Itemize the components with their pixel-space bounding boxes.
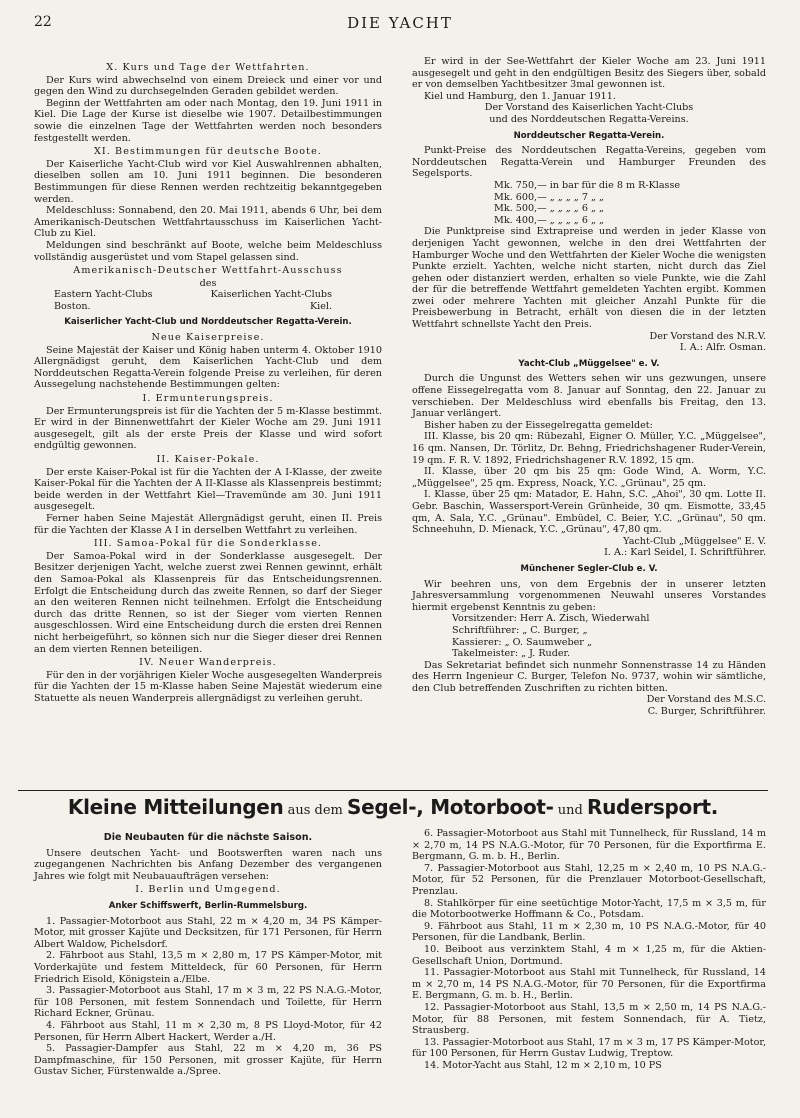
paragraph: 8. Stahlkörper für eine seetüchtige Motor-Yacht, 17,5 m × 3,5 m, für die Motorbootwerke Hoffmann & Co., Potsdam. <box>412 897 766 921</box>
section-subheading: X. Kurs und Tage der Wettfahrten. <box>106 62 310 73</box>
section-subheading: XI. Bestimmungen für deutsche Boote. <box>93 146 323 158</box>
paragraph: 6. Passagier-Motorboot aus Stahl mit Tunnelheck, für Russland, 14 m × 2,70 m, 14 PS N.A.G.-Motor, für 70 Personen, für die Exportfirma E. Bergmann, G. m. b. H., Berlin. <box>412 828 766 863</box>
paragraph: 10. Beiboot aus verzinktem Stahl, 4 m × 1,25 m, für die Aktien-Gesellschaft Union, Dortmund. <box>412 943 766 967</box>
centered-line: Der Vorstand des Kaiserlichen Yacht-Clubs <box>484 102 694 114</box>
paragraph: Die Punktpreise sind Extrapreise und werden in jeder Klasse von derjenigen Yacht gewonnen, welche in den drei Wettfahrten der Hamburger Woche und den Wettfahrten der Kieler Woche die wenigsten Punkte erzielt. Yachten, welche nicht starten, nicht durch das Ziel gehen oder distanziert werden, erhalten so viele Punkte, wie die Zahl der für die betreffende Wettfahrt gemeldeten Yachten ergibt. Kommen zwei oder mehrere Yachten mit gleicher Anzahl Punkte für die Preisbewerbung in Betracht, erhält von diesen die in der letzten Wettfahrt schnellste Yacht den Preis. <box>412 226 766 331</box>
right-column <box>412 56 766 718</box>
paragraph: Meldeschluss: Sonnabend, den 20. Mai 1911, abends 6 Uhr, bei dem Amerikanisch-Deutschen Wettfahrtausschuss im Kaiserlichen Yacht-Club zu Kiel. <box>34 205 382 240</box>
paragraph: Der Ermunterungspreis ist für die Yachten der 5 m-Klasse bestimmt. Er wird in der Binnenwettfahrt der Kieler Woche am 29. Juni 1911 ausgesegelt, gilt als der erste Preis der Klasse und wird sofort endgültig gewonnen. <box>34 405 382 452</box>
paragraph: 9. Fährboot aus Stahl, 11 m × 2,30 m, 10 PS N.A.G.-Motor, für 40 Personen, für die Landbank, Berlin. <box>412 920 766 944</box>
left-column <box>34 60 382 704</box>
paragraph: Bisher haben zu der Eissegelregatta gemeldet: <box>424 419 653 431</box>
paragraph: Seine Majestät der Kaiser und König haben unterm 4. Oktober 1910 Allergnädigst geruht, dem Kaiserlichen Yacht-Club und dem Norddeutschen Regatta-Verein folgende Preise zu verleihen, für deren Aussegelung nachstehende Bestimmungen gelten: <box>34 344 382 391</box>
article-heading: Die Neubauten für die nächste Saison. <box>103 832 313 843</box>
prize-line: Mk. 500,— „ „ „ „ 6 „ „ <box>494 203 604 215</box>
board-member-line: Takelmeister: „ J. Ruder. <box>452 648 571 660</box>
section-heading-w5: Rudersport. <box>587 795 719 819</box>
paragraph: Der erste Kaiser-Pokal ist für die Yachten der A I-Klasse, der zweite Kaiser-Pokal für die Yachten der A II-Klasse als Klassenpreis bestimmt; beide werden in der Wettfahrt Kiel—Travemünde am 30. Juni 1911 ausgesegelt. <box>34 466 382 513</box>
paragraph: 5. Passagier-Dampfer aus Stahl, 22 m × 4,20 m, 36 PS Dampfmaschine, für 150 Personen, mit grosser Kajüte, für Herrn Gustav Sicher, Fürstenwalde a./Spree. <box>34 1043 382 1078</box>
paragraph: Beginn der Wettfahrten am oder nach Montag, den 19. Juni 1911 in Kiel. Die Lage der Kurse ist dieselbe wie 1907. Detailbestimmungen sowie die einzelnen Tage der Wettfahrten werden noch besonders festgestellt werden. <box>34 97 382 144</box>
paragraph: 4. Fährboot aus Stahl, 11 m × 2,30 m, 8 PS Lloyd-Motor, für 42 Personen, für Herrn Albert Hackert, Werder a./H. <box>34 1019 382 1043</box>
section-subheading: Amerikanisch-Deutscher Wettfahrt-Ausschuss <box>73 265 343 277</box>
signature-line: Yacht-Club „Müggelsee" E. V. <box>623 535 766 547</box>
signature-row <box>34 289 382 301</box>
board-member-line: Schriftführer: „ C. Burger, „ <box>452 624 588 636</box>
section-heading-w3: Segel-, Motorboot- <box>347 795 554 819</box>
signature-line: I. A.: Alfr. Osman. <box>679 342 766 354</box>
bottom-right-column <box>412 828 766 1071</box>
paragraph: 13. Passagier-Motorboot aus Stahl, 17 m × 3 m, 17 PS Kämper-Motor, für 100 Personen, für Herrn Gustav Ludwig, Treptow. <box>412 1036 766 1060</box>
club-heading: Kaiserlicher Yacht-Club und Norddeutscher Regatta-Verein. <box>64 317 352 328</box>
centered-line: des <box>199 277 217 289</box>
club-heading: Anker Schiffswerft, Berlin-Rummelsburg. <box>108 900 308 911</box>
page-number: 22 <box>34 14 52 30</box>
club-name: Kiel. <box>309 300 332 312</box>
paragraph: Das Sekretariat befindet sich nunmehr Sonnenstrasse 14 zu Händen des Herrn Ingenieur C. Burger, Telefon No. 9737, wohin wir sämtliche, den Club betreffenden Zuschriften zu richten bitten. <box>412 659 766 694</box>
bottom-left-column <box>34 828 382 1078</box>
signature-line: I. A.: Karl Seidel, I. Schriftführer. <box>604 547 766 559</box>
section-rule <box>18 790 768 791</box>
paragraph: Punkt-Preise des Norddeutschen Regatta-Vereins, gegeben vom Norddeutschen Regatta-Verein und Hamburger Freunden des Segelsports. <box>412 145 766 180</box>
paragraph: Kiel und Hamburg, den 1. Januar 1911. <box>424 90 616 102</box>
section-subheading: III. Samoa-Pokal für die Sonderklasse. <box>93 538 323 550</box>
section-subheading: IV. Neuer Wanderpreis. <box>139 657 277 669</box>
paragraph: 3. Passagier-Motorboot aus Stahl, 17 m × 3 m, 22 PS N.A.G.-Motor, für 108 Personen, mit festem Sonnendach und Toilette, für Herrn Richard Eckner, Grünau. <box>34 985 382 1020</box>
paragraph: 1. Passagier-Motorboot aus Stahl, 22 m × 4,20 m, 34 PS Kämper-Motor, mit grosser Kajüte und Decksitzen, für 171 Personen, für Herrn Albert Waldow, Pichelsdorf. <box>34 915 382 950</box>
section-subheading: Neue Kaiserpreise. <box>151 332 265 344</box>
club-heading: Münchener Segler-Club e. V. <box>520 563 658 574</box>
paragraph: Der Kurs wird abwechselnd von einem Dreieck und einer vor und gegen den Wind zu durchsegelnden Geraden gebildet werden. <box>34 74 382 98</box>
paragraph: Meldungen sind beschränkt auf Boote, welche beim Meldeschluss vollständig ausgerüstet und vom Stapel gelassen sind. <box>34 239 382 263</box>
paragraph: Durch die Ungunst des Wetters sehen wir uns gezwungen, unsere offene Eissegelregatta vom 8. Januar auf Sonntag, den 22. Januar zu verschieben. Der Meldeschluss wird ebenfalls bis Freitag, den 13. Januar verlängert. <box>412 373 766 420</box>
section-subheading: I. Ermunterungspreis. <box>142 393 274 405</box>
paragraph: II. Klasse, über 20 qm bis 25 qm: Gode Wind, A. Worm, Y.C. „Müggelsee", 25 qm. Express, Noack, Y.C. „Grünau", 25 qm. <box>412 466 766 489</box>
signature-line: C. Burger, Schriftführer. <box>647 706 766 718</box>
paragraph: Der Kaiserliche Yacht-Club wird vor Kiel Auswahlrennen abhalten, dieselben sollen am 10. Juni 1911 beginnen. Die besonderen Bestimmungen für diese Rennen werden rechtzeitig bekanntgegeben werden. <box>34 158 382 205</box>
board-member-line: Vorsitzender: Herr A. Zisch, Wiederwahl <box>452 613 650 625</box>
paragraph: III. Klasse, bis 20 qm: Rübezahl, Eigner O. Müller, Y.C. „Müggelsee", 16 qm. Nansen, Dr. Törlitz, Dr. Behng, Friedrichshagener Ruder-Verein, 19 qm. F. R. V. 1892, Friedrichshagener R.V. 1892, 15 qm. <box>412 431 766 466</box>
prize-line: Mk. 750,— in bar für die 8 m R-Klasse <box>494 179 681 191</box>
paragraph: I. Klasse, über 25 qm: Matador, E. Hahn, S.C. „Ahoi", 30 qm. Lotte II. Gebr. Baschin, Wassersport-Verein Grünheide, 30 qm. Eismotte, 33,45 qm, A. Sala, Y.C. „Grünau". Embüdel, C. Beier, Y.C. „Grünau", 50 qm. Schneehuhn, D. Mienack, Y.C. „Grünau", 47,80 qm. <box>412 489 766 536</box>
paragraph: Unsere deutschen Yacht- und Bootswerften waren nach uns zugegangenen Nachrichten bis Anfang Dezember des vergangenen Jahres wie folgt mit Neubauaufträgen versehen: <box>34 847 382 882</box>
paragraph: Der Samoa-Pokal wird in der Sonderklasse ausgesegelt. Der Besitzer derjenigen Yacht, welche zuerst zwei Rennen gewinnt, erhält den Samoa-Pokal als Klassenpreis für das Entscheidungsrennen. Erfolgt die Entscheidung durch das zweite Rennen, so darf der Sieger an den weiteren Rennen nicht teilnehmen. Erfolgt die Entscheidung durch das dritte Rennen, so ist der Sieger vom vierten Rennen ausgeschlossen. Wird eine Entscheidung durch die ersten drei Rennen nicht herbeigeführt, so können sich nur die Sieger dieser drei Rennen an dem vierten Rennen beteiligen. <box>34 550 382 655</box>
board-member-line: Kassierer: „ O. Saumweber „ <box>452 636 592 648</box>
paragraph: Er wird in der See-Wettfahrt der Kieler Woche am 23. Juni 1911 ausgesegelt und geht in den endgültigen Besitz des Siegers über, sobald er von demselben Yachtbesitzer 3mal gewonnen ist. <box>412 56 766 91</box>
prize-line: Mk. 600,— „ „ „ „ 7 „ „ <box>494 191 604 203</box>
section-subheading: I. Berlin und Umgegend. <box>135 884 281 896</box>
prize-line: Mk. 400,— „ „ „ „ 6 „ „ <box>494 214 604 226</box>
paragraph: 7. Passagier-Motorboot aus Stahl, 12,25 m × 2,40 m, 10 PS N.A.G.-Motor, für 52 Personen, für die Prenzlauer Motorboot-Gesellschaft, Prenzlau. <box>412 862 766 897</box>
signature-line: Der Vorstand des N.R.V. <box>649 330 766 342</box>
paragraph: 11. Passagier-Motorboot aus Stahl mit Tunnelheck, für Russland, 14 m × 2,70 m, 14 PS N.A.G.-Motor, für 70 Personen, für die Exportfirma E. Bergmann, G. m. b. H., Berlin. <box>412 967 766 1002</box>
paragraph: Für den in der vorjährigen Kieler Woche ausgesegelten Wanderpreis für die Yachten der 15 m-Klasse haben Seine Majestät wiederum eine Statuette als neuen Wanderpreis allergnädigst zu verleihen geruht. <box>34 669 382 704</box>
section-subheading: II. Kaiser-Pokale. <box>156 454 260 465</box>
paragraph: 2. Fährboot aus Stahl, 13,5 m × 2,80 m, 17 PS Kämper-Motor, mit Vorderkajüte und festem Mitteldeck, für 60 Personen, für Herrn Friedrich Eisold, Königstein a./Elbe. <box>34 950 382 985</box>
paragraph: 12. Passagier-Motorboot aus Stahl, 13,5 m × 2,50 m, 14 PS N.A.G.-Motor, für 88 Personen, mit festem Sonnendach, für A. Tietz, Strausberg. <box>412 1001 766 1037</box>
section-heading-w1: Kleine Mitteilungen <box>67 795 284 819</box>
centered-line: und des Norddeutschen Regatta-Vereins. <box>489 113 689 125</box>
club-heading: Norddeutscher Regatta-Verein. <box>513 130 665 141</box>
journal-title: DIE YACHT <box>347 14 453 32</box>
paragraph: Wir beehren uns, von dem Ergebnis der in unserer letzten Jahresversammlung vorgenommenen Neuwahl unseres Vorstandes hiermit ergebenst Kenntnis zu geben: <box>412 578 766 613</box>
paragraph: 14. Motor-Yacht aus Stahl, 12 m × 2,10 m, 10 PS <box>424 1059 662 1071</box>
signature-line: Der Vorstand des M.S.C. <box>646 694 766 706</box>
club-name: Kaiserlichen Yacht-Clubs <box>210 289 332 301</box>
club-name: Eastern Yacht-Clubs <box>54 289 153 301</box>
paragraph: Ferner haben Seine Majestät Allergnädigst geruht, einen II. Preis für die Yachten der Klasse A I in derselben Wettfahrt zu verleihen. <box>34 512 382 536</box>
section-heading: Kleine Mitteilungen aus dem Segel-, Motorboot- und Rudersport. <box>67 795 719 819</box>
page-header <box>34 14 766 38</box>
signature-row <box>34 301 382 313</box>
club-heading: Yacht-Club „Müggelsee" e. V. <box>518 358 660 369</box>
club-name: Boston. <box>54 300 91 312</box>
